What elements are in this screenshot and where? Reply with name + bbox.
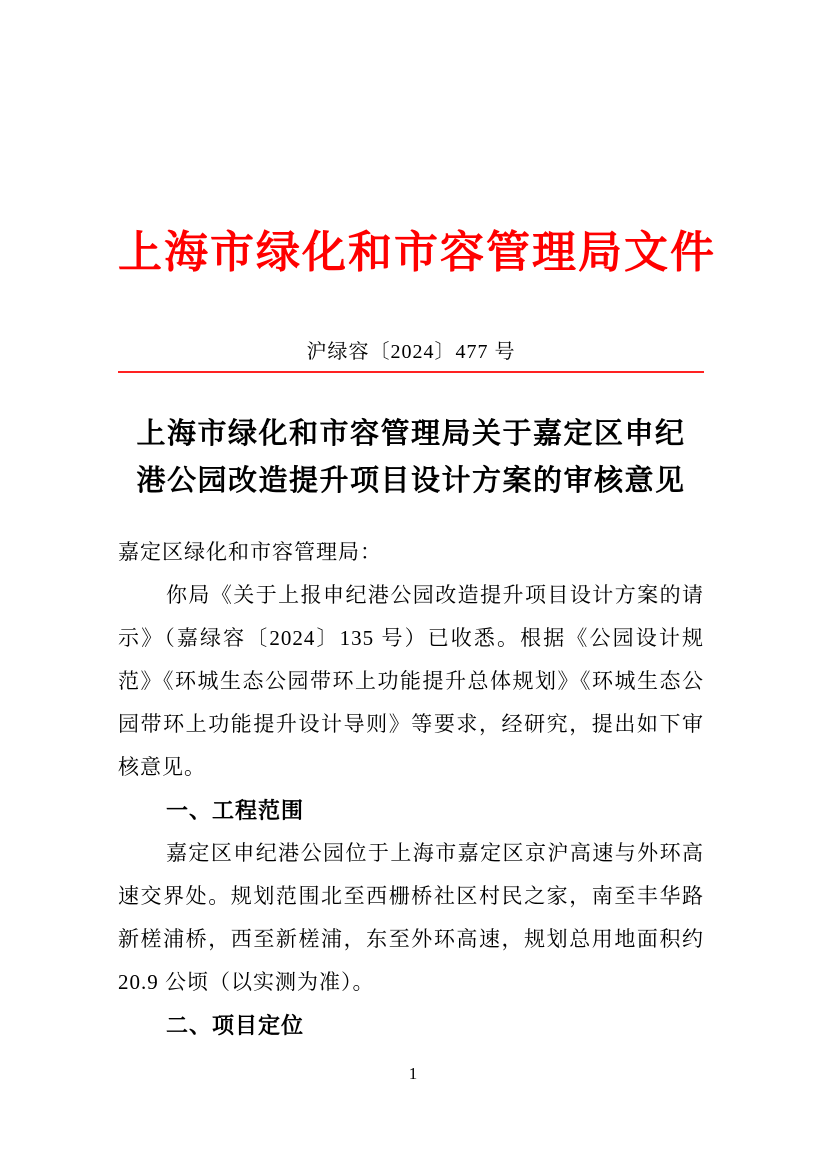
red-separator-line bbox=[118, 371, 704, 373]
section-scope-paragraph: 嘉定区申纪港公园位于上海市嘉定区京沪高速与外环高速交界处。规划范围北至西栅桥社区村民之家，南至丰华路新槎浦桥，西至新槎浦，东至外环高速，规划总用地面积约 20.9 公顷（以实测为准）。 bbox=[118, 841, 704, 994]
document-content bbox=[118, 0, 716, 1047]
intro-paragraph: 你局《关于上报申纪港公园改造提升项目设计方案的请示》（嘉绿容〔2024〕135 号）已收悉。根据《公园设计规范》《环城生态公园带环上功能提升总体规划》《环城生态公园带环上功能提升设计导则》等要求，经研究，提出如下审核意见。 bbox=[118, 583, 704, 779]
document-title bbox=[118, 411, 704, 505]
page-number: 1 bbox=[408, 1064, 418, 1083]
agency-header-title: 上海市绿化和市容管理局文件 bbox=[118, 228, 716, 277]
recipient-salutation: 嘉定区绿化和市容管理局： bbox=[118, 540, 382, 564]
document-title-line-2: 港公园改造提升项目设计方案的审核意见 bbox=[136, 465, 686, 497]
document-number: 沪绿容〔2024〕477 号 bbox=[306, 341, 516, 363]
section-heading-positioning: 二、项目定位 bbox=[166, 1013, 305, 1038]
section-heading-scope: 一、工程范围 bbox=[166, 798, 305, 823]
document-title-line-1: 上海市绿化和市容管理局关于嘉定区申纪 bbox=[136, 418, 686, 450]
